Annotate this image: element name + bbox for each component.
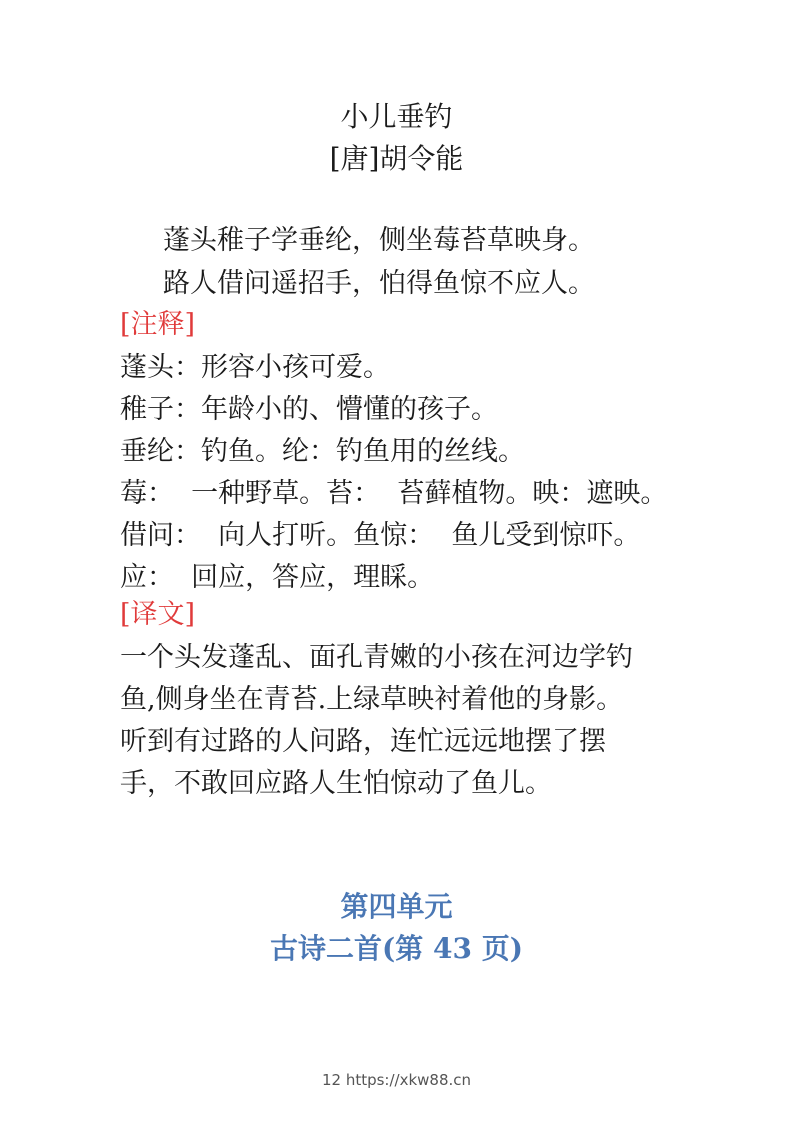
note-item: 莓： 一种野草。苔： 苔藓植物。映：遮映。 [120, 478, 668, 509]
poem-title: 小儿垂钓 [340, 100, 453, 133]
lesson-heading: 古诗二首(第 43 页) [270, 932, 523, 965]
translation-line: 听到有过路的人问路，连忙远远地摆了摆 [120, 726, 606, 757]
page-footer: 12 https://xkw88.cn [321, 1071, 472, 1089]
poem-author: [唐]胡令能 [329, 142, 464, 175]
translation-line: 一个头发蓬乱、面孔青嫩的小孩在河边学钓 [120, 642, 633, 673]
note-item: 稚子：年龄小的、懵懂的孩子。 [120, 394, 498, 425]
note-item: 蓬头：形容小孩可爱。 [120, 352, 390, 383]
translation-heading: [译文] [120, 599, 196, 630]
translation-line: 鱼,侧身坐在青苔.上绿草映衬着他的身影。 [120, 684, 624, 715]
notes-heading: [注释] [120, 309, 196, 340]
translation-line: 手，不敢回应路人生怕惊动了鱼儿。 [120, 768, 552, 799]
note-item: 应： 回应，答应，理睬。 [120, 562, 435, 593]
note-item: 借问： 向人打听。鱼惊： 鱼儿受到惊吓。 [120, 520, 641, 551]
poem-line-2: 路人借问遥招手，怕得鱼惊不应人。 [163, 268, 595, 299]
note-item: 垂纶：钓鱼。纶：钓鱼用的丝线。 [120, 436, 525, 467]
poem-line-1: 蓬头稚子学垂纶，侧坐莓苔草映身。 [163, 225, 595, 256]
unit-heading: 第四单元 [340, 890, 453, 923]
